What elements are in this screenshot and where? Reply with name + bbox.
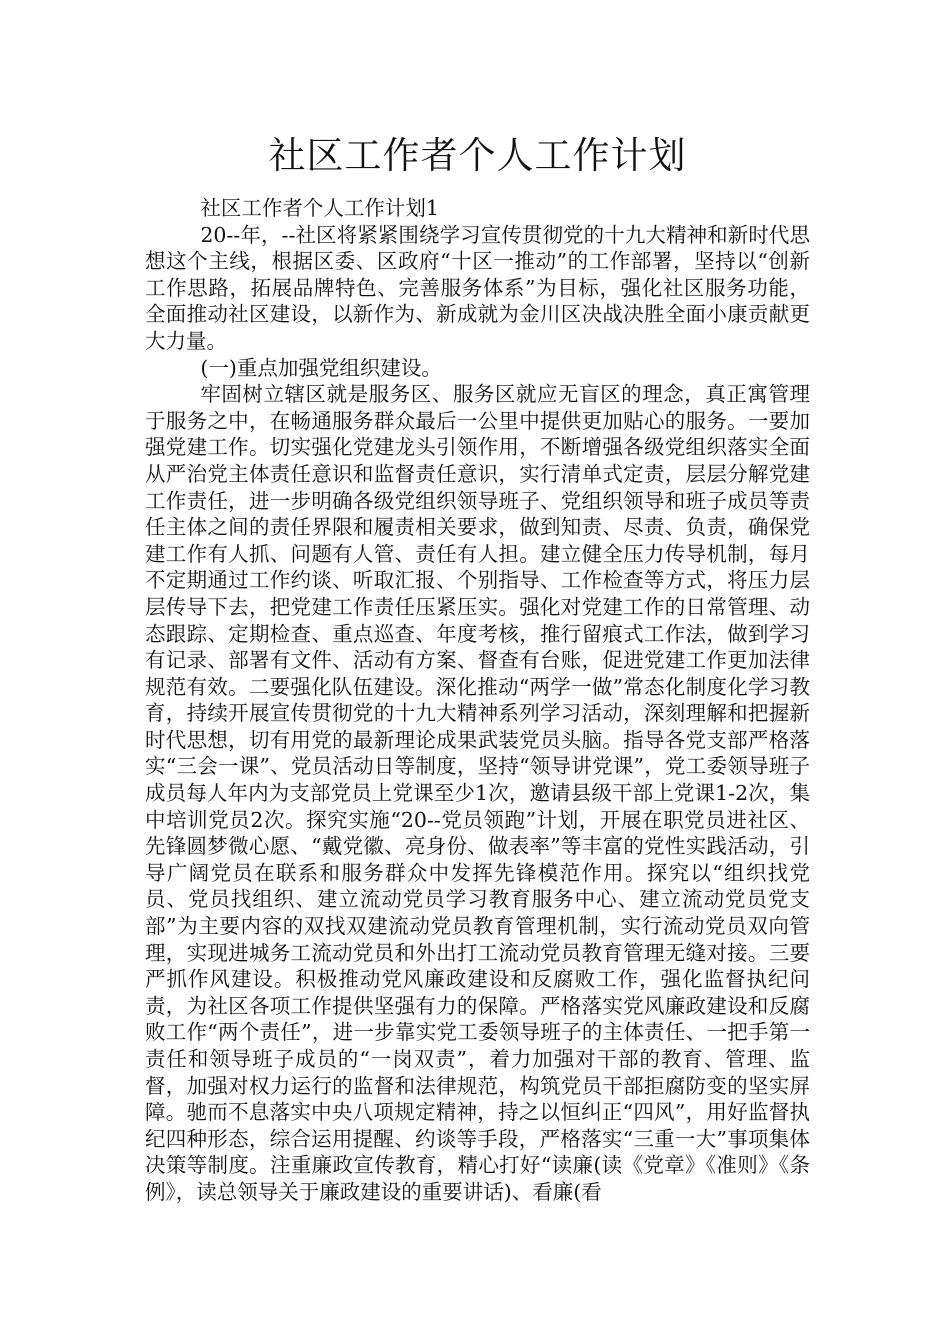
paragraph-section-body: 牢固树立辖区就是服务区、服务区就应无盲区的理念，真正寓管理于服务之中，在畅通服务群众最后一公里中提供更加贴心的服务。一要加强党建工作。切实强化党建龙头引领作用，不断增强各级党组织落实全面从严治党主体责任意识和监督责任意识，实行清单式定责，层层分解党建工作责任，进一步明确各级党组织领导班子、党组织领导和班子成员等责任主体之间的责任界限和履责相关要求，做到知责、尽责、负责，确保党建工作有人抓、问题有人管、责任有人担。建立健全压力传导机制，每月不定期通过工作约谈、听取汇报、个别指导、工作检查等方式，将压力层层传导下去，把党建工作责任压紧压实。强化对党建工作的日常管理、动态跟踪、定期检查、重点巡查、年度考核，推行留痕式工作法，做到学习有记录、部署有文件、活动有方案、督查有台账，促进党建工作更加法律规范有效。二要强化队伍建设。深化推动“两学一做”常态化制度化学习教育，持续开展宣传贯彻党的十九大精神系列学习活动，深刻理解和把握新时代思想，切有用党的最新理论成果武装党员头脑。指导各党支部严格落实“三会一课”、党员活动日等制度，坚持“领导讲党课”，党工委领导班子成员每人年内为支部党员上党课至少1次，邀请县级干部上党课1-2次，集中培训党员2次。探究实施“20--党员领跑”计划，开展在职党员进社区、先锋圆梦微心愿、“戴党徽、亮身份、做表率”等丰富的党性实践活动，引导广阔党员在联系和服务群众中发挥先锋模范作用。探究以“组织找党员、党员找组织、建立流动党员学习教育服务中心、建立流动党员党支部”为主要内容的双找双建流动党员教育管理机制，实行流动党员双向管理，实现进城务工流动党员和外出打工流动党员教育管理无缝对接。三要严抓作风建设。积极推动党风廉政建设和反腐败工作，强化监督执纪问责，为社区各项工作提供坚强有力的保障。严格落实党风廉政建设和反腐败工作“两个责任”，进一步靠实党工委领导班子的主体责任、一把手第一责任和领导班子成员的“一岗双责”，着力加强对干部的教育、管理、监督，加强对权力运行的监督和法律规范，构筑党员干部拒腐防变的坚实屏障。驰而不息落实中央八项规定精神，持之以恒纠正“四风”，用好监督执纪四种形态，综合运用提醒、约谈等手段，严格落实“三重一大”事项集体决策等制度。注重廉政宣传教育，精心打好“读廉(读《党章》《准则》《条例》，读总领导关于廉政建设的重要讲话)、看廉(看	[145, 382, 810, 1204]
paragraph-intro: 20--年，--社区将紧紧围绕学习宣传贯彻党的十九大精神和新时代思想这个主线，根据区委、区政府“十区一推动”的工作部署，坚持以“创新工作思路，拓展品牌特色、完善服务体系”为目标，强化社区服务功能，全面推动社区建设，以新作为、新成就为金川区决战决胜全面小康贡献更大力量。	[145, 222, 810, 353]
document-body	[145, 195, 810, 1206]
document-page	[145, 0, 810, 1206]
paragraph-section-heading: (一)重点加强党组织建设。	[200, 355, 442, 380]
paragraph-subtitle: 社区工作者个人工作计划1	[200, 196, 439, 220]
document-title: 社区工作者个人工作计划	[268, 134, 687, 177]
